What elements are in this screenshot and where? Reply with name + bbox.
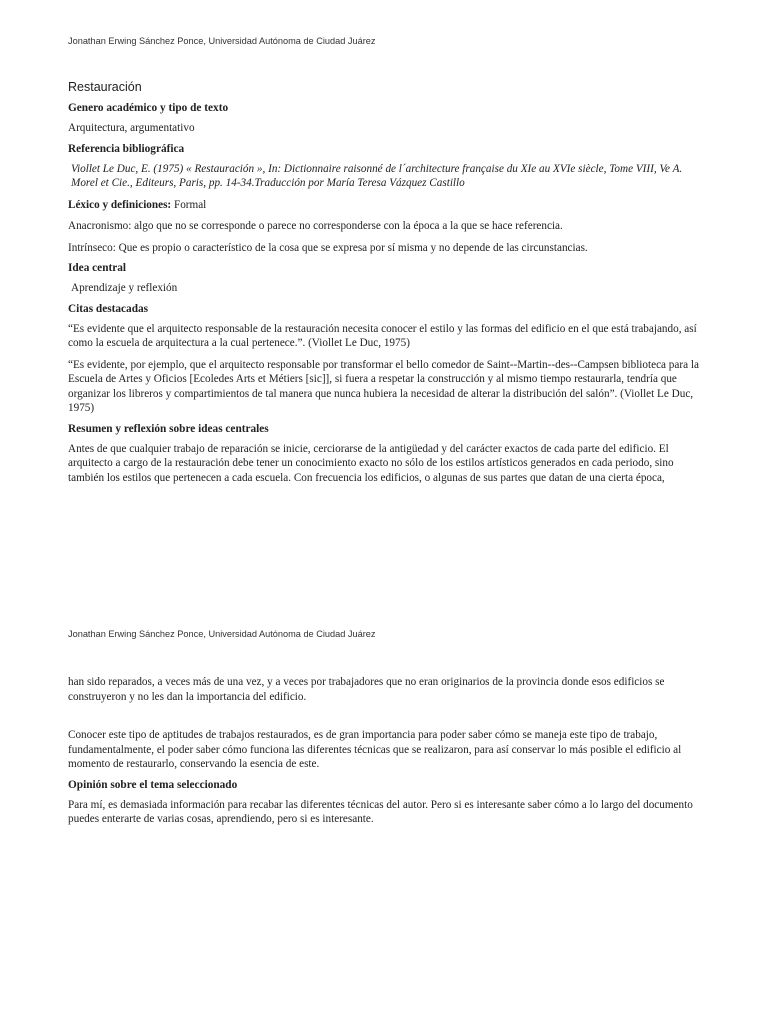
document-page-1 bbox=[68, 80, 708, 492]
central-idea-heading: Idea central bbox=[68, 262, 127, 274]
genre-text: Arquitectura, argumentativo bbox=[68, 122, 195, 134]
quote-2: “Es evidente, por ejemplo, que el arquitecto responsable por transformar el bello comedor de Saint--Martin--des--Campsen biblioteca para la Escuela de Artes y Oficios [Ecoledes Arts et Métiers [sic]], si fuera a respetar la construcción y al mismo tiempo restaurarla, tendría que organizar los libreros y compartimientos de tal manera que nunca hubiera la necesidad de alterar la distribución del salón”. (Viollet Le Duc, 1975) bbox=[68, 358, 699, 414]
lexicon-value: Formal bbox=[173, 198, 207, 211]
summary-text: Antes de que cualquier trabajo de reparación se inicie, cerciorarse de la antigüedad y del carácter exactos de cada parte del edificio. El arquitecto a cargo de la restauración debe tener un conocimiento exacto no sólo de los estilos artísticos generados en cada periodo, sino también los estilos que pertenecen a cada escuela. Con frecuencia los edificios, o algunas de sus partes que datan de una cierta época, bbox=[68, 442, 674, 484]
opinion-text: Para mí, es demasiada información para recabar las diferentes técnicas del autor. Pero si es interesante saber cómo a lo largo del documento puedes enterarte de varias cosas, aprendiendo, pero si es interesante. bbox=[68, 798, 693, 825]
lexicon-line bbox=[68, 198, 708, 213]
document-title: Restauración bbox=[68, 80, 142, 94]
document-page-2 bbox=[68, 675, 708, 834]
quote-1: “Es evidente que el arquitecto responsable de la restauración necesita conocer el estilo y las formas del edificio en el que está trabajando, así como la escuela de arquitectura a la cual pertenece.”. (Viollet Le Duc, 1975) bbox=[68, 322, 697, 349]
summary-continuation: han sido reparados, a veces más de una vez, y a veces por trabajadores que no eran originarios de la provincia donde esos edificios se construyeron y no les dan la importancia del edificio. bbox=[68, 676, 665, 703]
running-head-page-2: Jonathan Erwing Sánchez Ponce, Universidad Autónoma de Ciudad Juárez bbox=[68, 629, 376, 639]
reference-text: Viollet Le Duc, E. (1975) « Restauración », In: Dictionnaire raisonné de l´architecture française du XIe au XVIe siècle, Tome VIII, Ve A. Morel et Cie., Editeurs, Paris, pp. 14-34.Traducción por María Teresa Vázquez Castillo bbox=[71, 162, 683, 189]
quotes-heading: Citas destacadas bbox=[68, 302, 149, 315]
central-idea-text: Aprendizaje y reflexión bbox=[71, 282, 178, 294]
lexicon-heading: Léxico y definiciones: bbox=[68, 198, 172, 211]
genre-heading: Genero académico y tipo de texto bbox=[68, 102, 229, 114]
definition-intrinseco: Intrínseco: Que es propio o característico de la cosa que se expresa por sí misma y no depende de las circunstancias. bbox=[68, 241, 588, 254]
running-head-page-1: Jonathan Erwing Sánchez Ponce, Universidad Autónoma de Ciudad Juárez bbox=[68, 36, 376, 46]
reference-heading: Referencia bibliográfica bbox=[68, 142, 185, 155]
reflection-text: Conocer este tipo de aptitudes de trabajos restaurados, es de gran importancia para poder saber cómo se maneja este tipo de trabajo, fundamentalmente, el poder saber cómo funciona las diferentes técnicas que se realizaron, para así conservar lo más posible el edificio al momento de restaurarlo, conservando la esencia de este. bbox=[68, 729, 682, 770]
summary-heading: Resumen y reflexión sobre ideas centrales bbox=[68, 422, 269, 435]
definition-anacronismo: Anacronismo: algo que no se corresponde o parece no corresponderse con la época a la que se hace referencia. bbox=[68, 220, 563, 232]
opinion-heading: Opinión sobre el tema seleccionado bbox=[68, 778, 238, 791]
